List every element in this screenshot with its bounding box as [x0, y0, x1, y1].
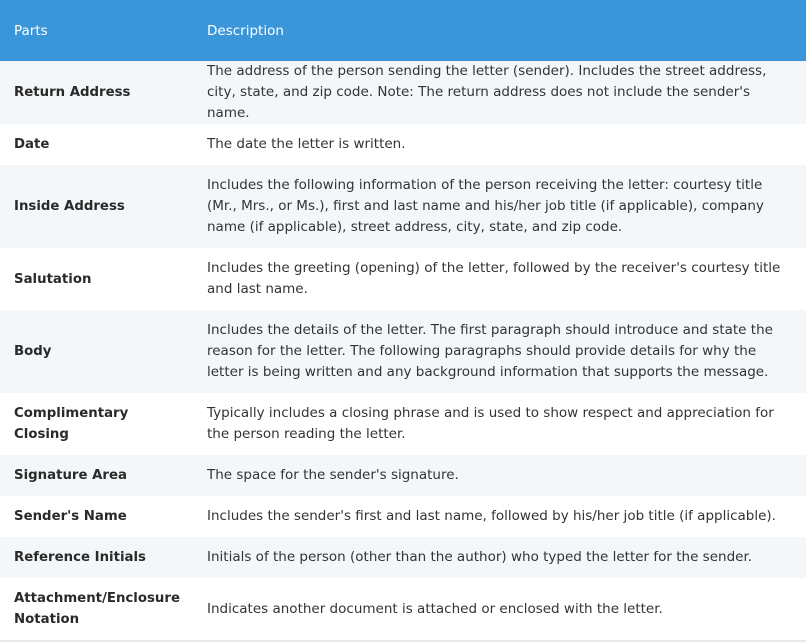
part-name: Attachment/Enclosure Notation — [14, 591, 180, 627]
column-header-description: Description — [207, 22, 284, 39]
table-header-row — [0, 0, 806, 61]
part-description: Indicates another document is attached or enclosed with the letter. — [207, 600, 663, 617]
table-row — [0, 578, 806, 640]
column-header-parts: Parts — [14, 22, 48, 39]
table-row — [0, 61, 806, 124]
part-description: Includes the following information of the person receiving the letter: courtesy title (Mr., Mrs., or Ms.), first and last name and his/her job title (if applicable), company name (if applicable), street address, city, state, and zip code. — [207, 177, 764, 235]
part-name: Sender's Name — [14, 509, 127, 524]
part-name: Body — [14, 344, 52, 359]
part-description: The address of the person sending the letter (sender). Includes the street address, city, state, and zip code. Note: The return address does not include the sender's name. — [207, 63, 767, 121]
table-row — [0, 248, 806, 310]
part-name: Reference Initials — [14, 550, 146, 565]
table-row — [0, 124, 806, 165]
part-name: Inside Address — [14, 199, 125, 214]
part-description: Includes the sender's first and last name, followed by his/her job title (if applicable). — [207, 508, 776, 524]
table-row — [0, 455, 806, 496]
part-description: Includes the greeting (opening) of the letter, followed by the receiver's courtesy title and last name. — [207, 260, 781, 297]
part-description: Initials of the person (other than the author) who typed the letter for the sender. — [207, 549, 753, 565]
table-row — [0, 496, 806, 537]
part-description: The date the letter is written. — [207, 136, 406, 152]
table-row — [0, 165, 806, 248]
part-name: Signature Area — [14, 468, 127, 483]
part-name: Salutation — [14, 271, 92, 287]
part-description: Typically includes a closing phrase and is used to show respect and appreciation for the person reading the letter. — [207, 405, 774, 442]
part-name: Complimentary Closing — [14, 406, 129, 442]
table-row — [0, 393, 806, 455]
part-name: Return Address — [14, 85, 131, 100]
part-description: Includes the details of the letter. The first paragraph should introduce and state the reason for the letter. The following paragraphs should provide details for why the letter is being written and any background information that supports the message. — [207, 322, 773, 380]
table-row — [0, 310, 806, 393]
part-description: The space for the sender's signature. — [207, 467, 459, 483]
part-name: Date — [14, 137, 50, 152]
table-row — [0, 537, 806, 578]
